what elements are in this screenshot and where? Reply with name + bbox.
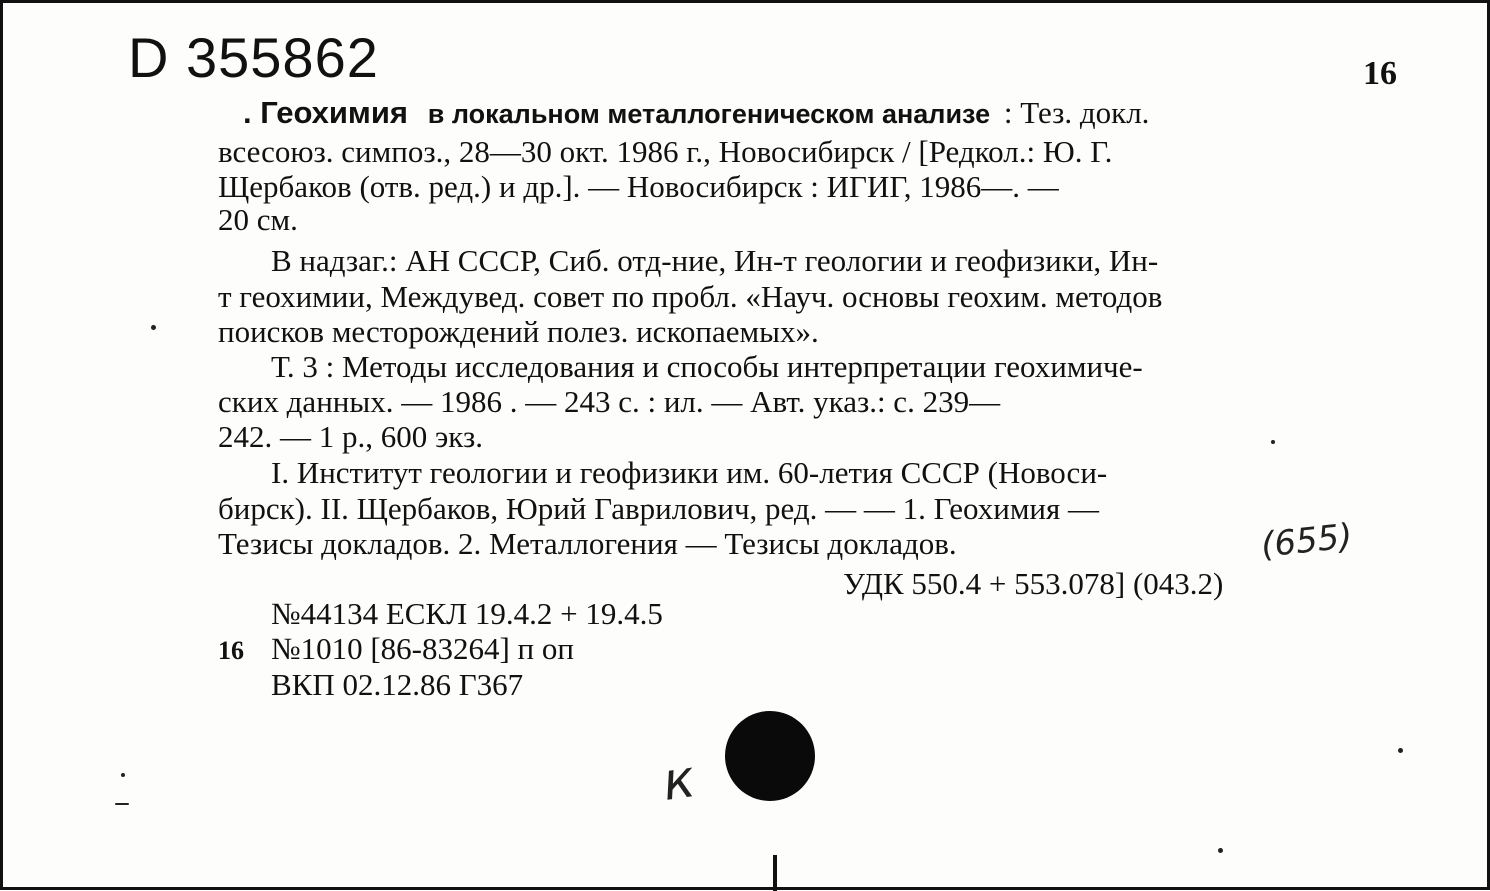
text-line-12: бирск). II. Щербаков, Юрий Гаврилович, ред. — — 1. Геохимия — xyxy=(218,491,1100,526)
text-line-9: ских данных. — 1986 . — 243 с. : ил. — Авт. указ.: с. 239— xyxy=(218,384,1001,419)
text-line-11: I. Институт геологии и геофизики им. 60-летия СССР (Новоси- xyxy=(271,455,1108,490)
speck xyxy=(1218,848,1223,853)
text-line-10: 242. — 1 р., 600 экз. xyxy=(218,419,483,454)
text-line-3: Щербаков (отв. ред.) и др.]. — Новосибирск : ИГИГ, 1986—. — xyxy=(218,169,1059,204)
bottom-tick-mark xyxy=(773,855,777,891)
accession-line-1: №44134 ЕСКЛ 19.4.2 + 19.4.5 xyxy=(271,596,663,631)
speck xyxy=(1271,440,1275,444)
card-number: 16 xyxy=(1363,55,1397,92)
title-subheading: в локальном металлогеническом анализе xyxy=(427,99,991,129)
punch-hole xyxy=(725,711,815,801)
handwritten-mark: к xyxy=(658,749,699,813)
title-heading: . Геохимия xyxy=(243,95,409,130)
text-line-13: Тезисы докладов. 2. Металлогения — Тезисы докладов. xyxy=(218,526,957,561)
speck xyxy=(115,803,129,805)
text-line-2: всесоюз. симпоз., 28—30 окт. 1986 г., Новосибирск / [Редкол.: Ю. Г. xyxy=(218,134,1113,169)
speck xyxy=(151,325,156,330)
text-line-5: В надзаг.: АН СССР, Сиб. отд-ние, Ин-т геологии и геофизики, Ин- xyxy=(271,243,1159,278)
text-line-4: 20 см. xyxy=(218,202,298,237)
title-tail: : Тез. докл. xyxy=(1003,95,1150,130)
stamp-code: D 355862 xyxy=(128,26,379,89)
title-line xyxy=(243,95,1149,132)
udk-line: УДК 550.4 + 553.078] (043.2) xyxy=(843,566,1224,601)
accession-prefix: 16 xyxy=(218,636,244,665)
speck xyxy=(121,773,125,777)
speck xyxy=(1398,748,1403,753)
text-line-7: поисков месторождений полез. ископаемых». xyxy=(218,314,819,349)
accession-line-3: ВКП 02.12.86 Г367 xyxy=(271,667,524,702)
accession-line-2: №1010 [86-83264] п оп xyxy=(271,631,574,666)
text-line-6: т геохимии, Междувед. совет по пробл. «Науч. основы геохим. методов xyxy=(218,279,1163,314)
handwritten-note: (655) xyxy=(1259,516,1355,566)
text-line-8: Т. 3 : Методы исследования и способы интерпретации геохимиче- xyxy=(271,349,1143,384)
